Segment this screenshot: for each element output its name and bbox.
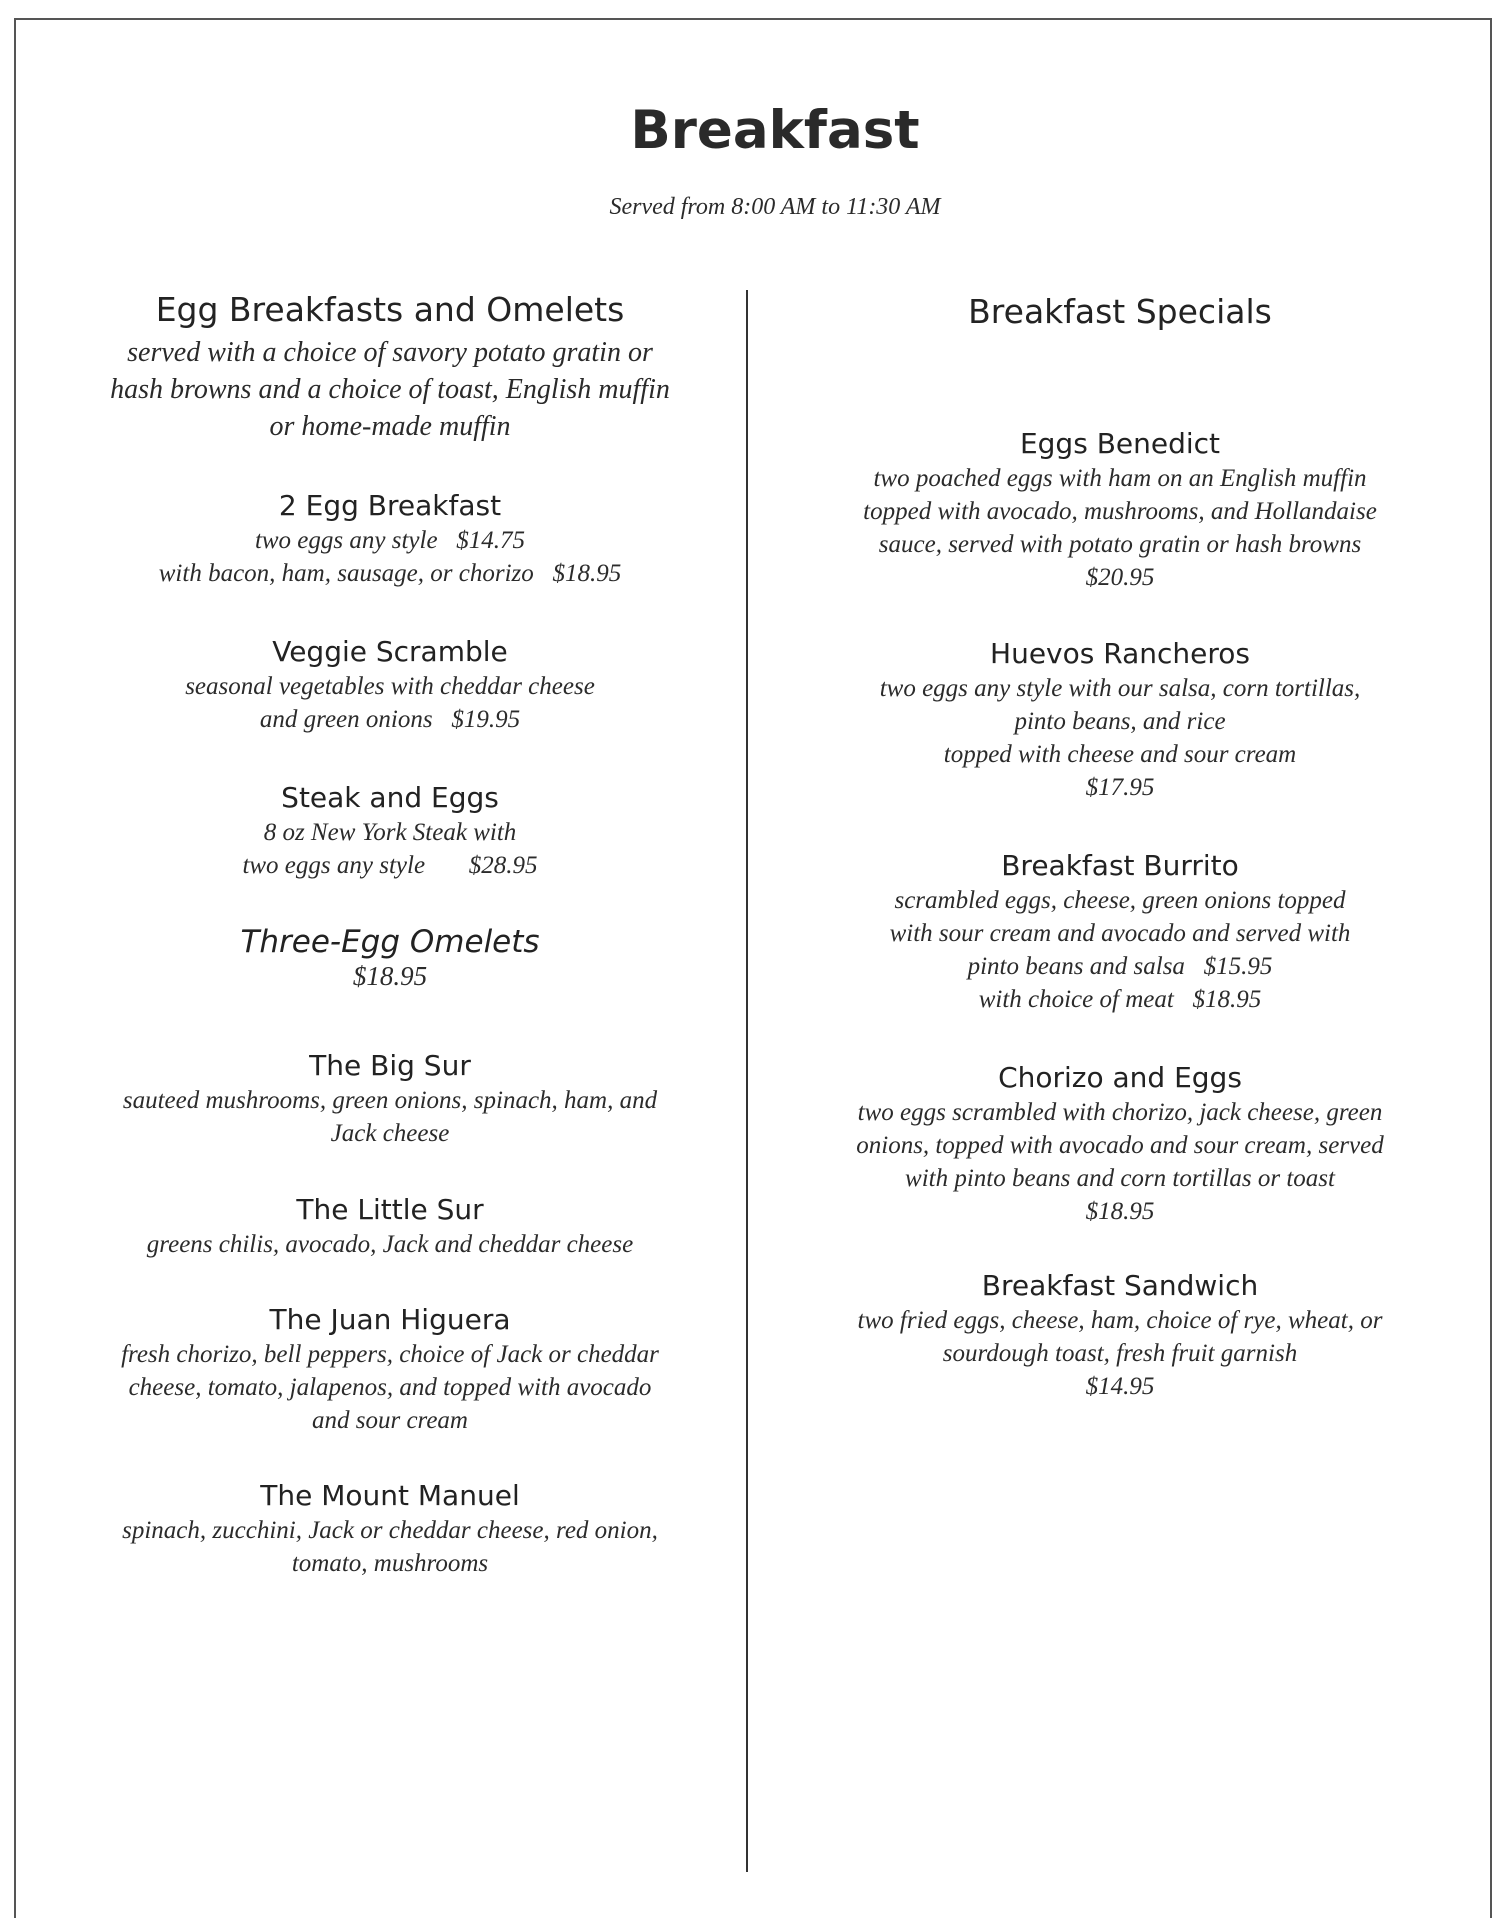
- item-description: with pinto beans and corn tortillas or toast: [905, 1165, 1335, 1192]
- item-description: with bacon, ham, sausage, or chorizo $18.95: [158, 560, 622, 587]
- item-price: $20.95: [1085, 564, 1155, 591]
- item-description: with sour cream and avocado and served with: [889, 920, 1351, 947]
- menu-item-steak-and-eggs: [60, 780, 720, 882]
- menu-title: Breakfast: [630, 100, 920, 161]
- menu-item-eggs-benedict: [790, 426, 1450, 594]
- item-name: The Mount Manuel: [260, 1479, 520, 1512]
- item-price: $17.95: [1085, 774, 1155, 801]
- item-name: The Juan Higuera: [269, 1303, 511, 1336]
- menu-item-three-egg-omelets: [60, 924, 720, 993]
- item-name: Chorizo and Eggs: [998, 1061, 1242, 1094]
- section-description-line: hash browns and a choice of toast, English muffin: [110, 374, 670, 405]
- menu-item-the-little-sur: [60, 1192, 720, 1261]
- item-description: pinto beans, and rice: [1014, 708, 1226, 735]
- item-description: sauteed mushrooms, green onions, spinach, ham, and: [122, 1087, 658, 1114]
- section-heading-breakfast-specials: Breakfast Specials: [968, 292, 1272, 331]
- menu-item-the-big-sur: [60, 1048, 720, 1150]
- menu-item-chorizo-and-eggs: [790, 1060, 1450, 1228]
- item-price: $18.95: [1085, 1198, 1155, 1225]
- item-description: scrambled eggs, cheese, green onions topped: [894, 887, 1346, 914]
- item-name: Veggie Scramble: [272, 635, 508, 668]
- item-description: two poached eggs with ham on an English muffin: [873, 465, 1367, 492]
- item-price: $14.95: [1085, 1373, 1155, 1400]
- item-name: Breakfast Burrito: [1001, 849, 1239, 882]
- item-name: Breakfast Sandwich: [981, 1269, 1259, 1302]
- item-description: onions, topped with avocado and sour cream, served: [856, 1132, 1384, 1159]
- section-heading-egg-breakfasts: Egg Breakfasts and Omelets: [155, 290, 625, 329]
- item-price: $18.95: [352, 961, 428, 991]
- item-description: two eggs any style with our salsa, corn tortillas,: [879, 675, 1361, 702]
- item-description: and sour cream: [311, 1407, 468, 1434]
- item-description: sourdough toast, fresh fruit garnish: [942, 1340, 1298, 1367]
- item-description: pinto beans and salsa $15.95: [967, 953, 1273, 980]
- item-name: 2 Egg Breakfast: [278, 489, 502, 522]
- section-description-line: served with a choice of savory potato gratin or: [127, 337, 653, 368]
- item-description: greens chilis, avocado, Jack and cheddar cheese: [146, 1231, 634, 1258]
- menu-item-2-egg-breakfast: [60, 488, 720, 590]
- menu-item-breakfast-sandwich: [790, 1268, 1450, 1403]
- item-description: tomato, mushrooms: [291, 1550, 489, 1577]
- item-description: Jack cheese: [330, 1120, 450, 1147]
- item-description: two eggs scrambled with chorizo, jack cheese, green: [857, 1099, 1383, 1126]
- item-description: two eggs any style $28.95: [242, 852, 538, 879]
- item-name: The Big Sur: [309, 1049, 471, 1082]
- item-description: spinach, zucchini, Jack or cheddar cheese, red onion,: [122, 1517, 658, 1544]
- item-description: topped with cheese and sour cream: [943, 741, 1297, 768]
- item-description: seasonal vegetables with cheddar cheese: [185, 673, 595, 700]
- item-name: Huevos Rancheros: [990, 637, 1250, 670]
- item-name: Eggs Benedict: [1019, 427, 1221, 460]
- item-description: two eggs any style $14.75: [254, 527, 526, 554]
- item-name: Three-Egg Omelets: [240, 924, 540, 960]
- item-description: fresh chorizo, bell peppers, choice of Jack or cheddar: [121, 1341, 659, 1368]
- section-description-line: or home-made muffin: [269, 411, 511, 442]
- item-name: The Little Sur: [296, 1193, 484, 1226]
- menu-item-veggie-scramble: [60, 634, 720, 736]
- column-divider: [746, 290, 748, 1872]
- menu-item-breakfast-burrito: [790, 848, 1450, 1016]
- item-description: and green onions $19.95: [259, 706, 521, 733]
- item-description: 8 oz New York Steak with: [263, 819, 517, 846]
- section-description: [60, 334, 720, 445]
- item-description: sauce, served with potato gratin or hash browns: [878, 531, 1362, 558]
- item-name: Steak and Eggs: [281, 781, 499, 814]
- menu-item-the-juan-higuera: [60, 1302, 720, 1437]
- item-description: cheese, tomato, jalapenos, and topped with avocado: [128, 1374, 652, 1401]
- menu-item-the-mount-manuel: [60, 1478, 720, 1580]
- item-description: two fried eggs, cheese, ham, choice of rye, wheat, or: [857, 1307, 1383, 1334]
- item-description: topped with avocado, mushrooms, and Hollandaise: [863, 498, 1377, 525]
- item-description: with choice of meat $18.95: [978, 986, 1262, 1013]
- menu-item-huevos-rancheros: [790, 636, 1450, 804]
- served-hours: Served from 8:00 AM to 11:30 AM: [609, 194, 941, 220]
